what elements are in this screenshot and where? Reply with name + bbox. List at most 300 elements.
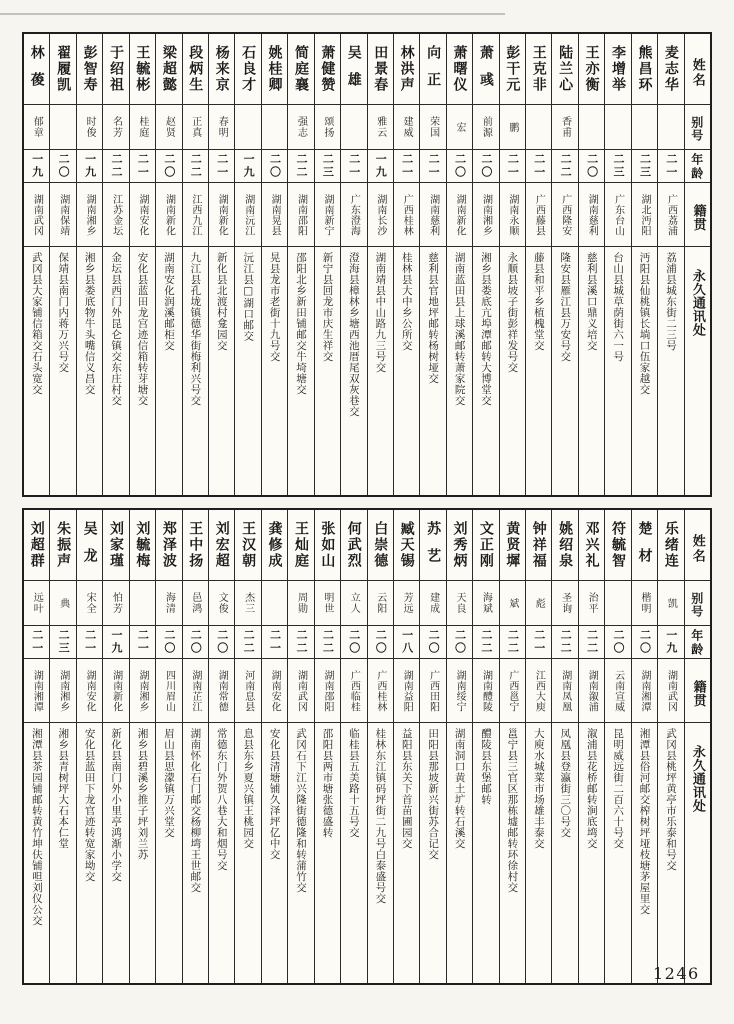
alias-text: 邑鸿 <box>189 592 201 614</box>
origin-text: 湖南邵阳 <box>295 193 307 236</box>
origin-cell <box>500 659 525 723</box>
address-cell <box>209 247 234 495</box>
alias-cell <box>605 105 630 150</box>
name-text: 翟履凯 <box>55 45 72 93</box>
name-text: 向正 <box>425 44 442 100</box>
person-column <box>525 510 551 983</box>
alias-cell <box>500 581 525 626</box>
address-text: 桂林东江镇码坪街二九号白泰盛号交 <box>374 728 387 904</box>
person-column <box>182 34 208 495</box>
alias-cell <box>394 581 419 626</box>
alias-cell <box>394 105 419 150</box>
address-cell <box>552 723 577 983</box>
origin-text: 湖南邵阳 <box>321 669 333 712</box>
age-cell <box>632 150 657 183</box>
name-cell <box>526 510 551 581</box>
header-alias-text: 别号 <box>689 591 704 618</box>
age-cell <box>50 626 75 659</box>
origin-text: 湖南新化 <box>110 669 122 712</box>
address-text: 藤县和平乡植槐堂交 <box>532 252 545 351</box>
origin-text: 湖南湘潭 <box>31 669 43 712</box>
origin-cell <box>50 183 75 247</box>
age-cell <box>526 626 551 659</box>
name-text: 王克非 <box>530 45 547 93</box>
origin-text: 湖南长沙 <box>374 193 386 236</box>
name-cell <box>473 510 498 581</box>
name-cell <box>658 34 683 105</box>
address-text: 益阳县东关下首苗圃园交 <box>400 728 413 849</box>
address-cell <box>77 247 102 495</box>
name-text: 乐绪连 <box>662 521 679 569</box>
person-column <box>472 510 498 983</box>
name-cell <box>24 34 49 105</box>
origin-text: 广西田阳 <box>427 669 439 712</box>
person-column <box>525 34 551 495</box>
address-text: 湖南安化润溪邮柜交 <box>162 252 175 351</box>
origin-text: 湖南绥宁 <box>454 669 466 712</box>
age-text: 二〇 <box>479 153 493 179</box>
age-cell <box>156 150 181 183</box>
alias-cell <box>632 581 657 626</box>
origin-text: 湖南新化 <box>454 193 466 236</box>
origin-cell <box>209 183 234 247</box>
origin-cell <box>526 659 551 723</box>
alias-text: 正真 <box>189 116 201 138</box>
alias-cell <box>77 105 102 150</box>
origin-cell <box>24 183 49 247</box>
origin-cell <box>473 659 498 723</box>
age-cell <box>473 626 498 659</box>
name-cell <box>209 34 234 105</box>
origin-text: 湖南武冈 <box>31 193 43 236</box>
origin-text: 湖南湘乡 <box>57 669 69 712</box>
address-text: 隆安县雁江县万安号交 <box>559 252 572 362</box>
person-column <box>102 34 128 495</box>
age-text: 二〇 <box>453 629 467 655</box>
age-cell <box>235 150 260 183</box>
name-cell <box>579 510 604 581</box>
name-cell <box>103 34 128 105</box>
name-cell <box>632 510 657 581</box>
address-cell <box>24 247 49 495</box>
address-cell <box>341 247 366 495</box>
address-text: 武冈县桃坪黄亭市乐泰和号交 <box>664 728 677 871</box>
alias-text: 郁章 <box>31 116 43 138</box>
directory-table-bottom <box>22 508 712 985</box>
origin-cell <box>420 659 445 723</box>
name-text: 陆兰心 <box>557 45 574 93</box>
alias-cell <box>183 105 208 150</box>
name-text: 朱振声 <box>55 521 72 569</box>
alias-cell <box>447 581 472 626</box>
alias-cell <box>526 581 551 626</box>
alias-text: 杰三 <box>242 592 254 614</box>
header-address-text: 永久通讯处 <box>689 744 705 813</box>
address-text: 邵阳县两市塘张德盛转 <box>321 728 334 838</box>
alias-text: 远叶 <box>31 592 43 614</box>
header-alias-cell <box>685 581 710 626</box>
address-cell <box>24 723 49 983</box>
origin-text: 湖南溆浦 <box>586 669 598 712</box>
age-text: 二〇 <box>57 153 71 179</box>
address-text: 邵阳北乡新田铺邮交牛埼塘交 <box>295 252 308 395</box>
origin-cell <box>341 659 366 723</box>
origin-cell <box>447 183 472 247</box>
address-cell <box>103 723 128 983</box>
person-column <box>261 510 287 983</box>
person-column <box>604 34 630 495</box>
person-column <box>287 510 313 983</box>
age-text: 二二 <box>110 153 123 179</box>
alias-text: 治平 <box>586 592 598 614</box>
age-text: 二一 <box>347 153 361 179</box>
alias-text: 鹏 <box>506 121 518 133</box>
origin-cell <box>288 183 313 247</box>
name-cell <box>130 510 155 581</box>
origin-cell <box>130 659 155 723</box>
name-text: 文正刚 <box>477 521 494 569</box>
address-cell <box>394 723 419 983</box>
address-cell <box>500 247 525 495</box>
address-text: 醴陵县东堡邮转 <box>480 728 492 805</box>
age-text: 二〇 <box>347 629 361 655</box>
age-text: 二一 <box>506 153 520 179</box>
person-column <box>155 510 181 983</box>
person-column <box>604 510 630 983</box>
person-column <box>393 34 419 495</box>
origin-text: 云南宣威 <box>612 669 624 712</box>
age-cell <box>130 150 155 183</box>
age-text: 二〇 <box>189 629 203 655</box>
alias-cell <box>579 581 604 626</box>
header-age-text: 年龄 <box>689 152 704 181</box>
alias-cell <box>315 581 340 626</box>
person-column <box>155 34 181 495</box>
name-cell <box>235 510 260 581</box>
origin-cell <box>235 659 260 723</box>
address-cell <box>368 247 393 495</box>
origin-text: 广西邕宁 <box>506 669 518 712</box>
address-cell <box>394 247 419 495</box>
age-cell <box>209 626 234 659</box>
alias-cell <box>262 581 287 626</box>
alias-text: 圣询 <box>559 592 571 614</box>
name-cell <box>156 34 181 105</box>
age-cell <box>552 150 577 183</box>
address-text: 湘乡县娄底物牛头嘴信义昌交 <box>83 252 96 395</box>
alias-cell <box>130 581 155 626</box>
age-text: 二一 <box>83 629 97 655</box>
alias-cell <box>552 105 577 150</box>
address-cell <box>315 723 340 983</box>
address-text: 九江县孔垅镇德华街梅利兴号交 <box>189 252 202 406</box>
origin-cell <box>579 659 604 723</box>
alias-cell <box>130 105 155 150</box>
address-cell <box>103 247 128 495</box>
age-cell <box>315 150 340 183</box>
person-column <box>446 510 472 983</box>
alias-text: 桂庭 <box>136 116 148 138</box>
origin-cell <box>103 183 128 247</box>
person-column <box>499 510 525 983</box>
name-text: 王毓彬 <box>134 45 151 93</box>
age-cell <box>130 626 155 659</box>
name-cell <box>315 510 340 581</box>
name-text: 刘家瑾 <box>108 521 124 569</box>
header-column <box>684 510 710 983</box>
age-cell <box>447 626 472 659</box>
alias-cell <box>473 105 498 150</box>
alias-cell <box>632 105 657 150</box>
person-column <box>261 34 287 495</box>
origin-text: 广东台山 <box>612 193 624 236</box>
header-name-text: 姓名 <box>689 58 705 89</box>
origin-text: 湖南晃县 <box>269 193 281 236</box>
age-text: 二二 <box>321 629 335 655</box>
address-text: 湘潭县俗河邮交榨树坪垭枝塘茅屋里交 <box>638 728 651 915</box>
age-text: 二一 <box>664 153 678 179</box>
person-column <box>129 34 155 495</box>
origin-cell <box>209 659 234 723</box>
age-cell <box>156 626 181 659</box>
person-column <box>367 510 393 983</box>
address-cell <box>288 723 313 983</box>
alias-text: 典 <box>57 597 69 609</box>
origin-cell <box>394 183 419 247</box>
person-column <box>446 34 472 495</box>
header-address-cell <box>685 247 710 495</box>
alias-cell <box>579 105 604 150</box>
alias-cell <box>235 105 260 150</box>
name-text: 彭智寿 <box>81 45 98 93</box>
address-text: 武冈县大家铺信箱交石头宽交 <box>30 252 43 395</box>
age-cell <box>288 626 313 659</box>
address-text: 晃县龙市老街十九号交 <box>268 252 281 362</box>
address-cell <box>420 723 445 983</box>
name-cell <box>605 510 630 581</box>
name-text: 郑泽波 <box>160 521 177 569</box>
page-top-rule <box>0 13 505 15</box>
origin-cell <box>341 183 366 247</box>
header-name-cell <box>685 34 710 105</box>
origin-cell <box>658 659 683 723</box>
address-cell <box>50 723 75 983</box>
origin-cell <box>103 659 128 723</box>
alias-cell <box>420 105 445 150</box>
address-cell <box>473 247 498 495</box>
address-text: 湘乡县娄底亢埠潭邮转大博堂交 <box>480 252 492 406</box>
person-column <box>234 510 260 983</box>
origin-text: 湖南芷江 <box>189 669 201 712</box>
address-text: 保靖县南门内蒋万兴号交 <box>57 252 70 373</box>
age-cell <box>77 626 102 659</box>
address-cell <box>579 247 604 495</box>
origin-text: 湖南慈利 <box>427 193 439 236</box>
origin-cell <box>130 183 155 247</box>
age-text: 一九 <box>83 153 97 179</box>
name-text: 刘超群 <box>28 521 45 569</box>
origin-text: 湖南湘潭 <box>639 669 651 712</box>
origin-text: 湖南新化 <box>216 193 228 236</box>
name-text: 杨来京 <box>213 45 230 93</box>
person-column <box>551 34 577 495</box>
name-text: 熊昌环 <box>636 45 653 93</box>
origin-text: 江西大庾 <box>533 669 545 712</box>
age-cell <box>579 626 604 659</box>
age-text: 一九 <box>242 153 256 179</box>
origin-cell <box>24 659 49 723</box>
address-cell <box>156 723 181 983</box>
name-text: 符毓智 <box>610 521 627 569</box>
alias-cell <box>50 105 75 150</box>
age-cell <box>579 150 604 183</box>
address-cell <box>315 247 340 495</box>
alias-cell <box>526 105 551 150</box>
name-cell <box>526 34 551 105</box>
name-text: 麦志华 <box>662 45 679 93</box>
address-cell <box>579 723 604 983</box>
origin-text: 湖北沔阳 <box>639 193 651 236</box>
origin-text: 湖南新化 <box>163 193 175 236</box>
name-cell <box>394 34 419 105</box>
origin-cell <box>235 183 260 247</box>
origin-text: 湖南益阳 <box>401 669 413 712</box>
alias-cell <box>183 581 208 626</box>
age-cell <box>262 626 287 659</box>
address-text: 慈利县溪口鼎义培交 <box>585 252 598 351</box>
age-cell <box>526 150 551 183</box>
name-cell <box>447 510 472 581</box>
name-cell <box>605 34 630 105</box>
name-cell <box>341 34 366 105</box>
person-column <box>340 34 366 495</box>
address-text: 湖南靖县中山路九三号交 <box>374 252 387 373</box>
address-text: 澄海县樟林乡塘西池厝尾双灰巷交 <box>347 252 360 417</box>
origin-cell <box>552 659 577 723</box>
alias-text: 建成 <box>427 592 439 614</box>
age-text: 一九 <box>110 629 123 655</box>
origin-text: 湖南湘乡 <box>137 669 149 712</box>
origin-cell <box>262 183 287 247</box>
origin-text: 湖南湘乡 <box>480 193 492 236</box>
origin-cell <box>526 183 551 247</box>
name-text: 白崇德 <box>372 521 389 569</box>
age-cell <box>341 626 366 659</box>
age-text: 二三 <box>638 153 652 179</box>
alias-cell <box>341 581 366 626</box>
age-cell <box>235 626 260 659</box>
name-text: 钟祥福 <box>530 521 547 569</box>
origin-cell <box>368 183 393 247</box>
address-text: 湖南怀化石门邮交杨柳塆王世邮交 <box>189 728 202 893</box>
alias-text: 宏 <box>453 121 465 133</box>
origin-text: 广西隆安 <box>559 193 571 236</box>
origin-text: 江苏金坛 <box>110 193 122 236</box>
address-cell <box>473 723 498 983</box>
age-cell <box>394 626 419 659</box>
name-cell <box>368 34 393 105</box>
header-age-cell <box>685 150 710 183</box>
address-cell <box>183 247 208 495</box>
person-column <box>499 34 525 495</box>
alias-cell <box>50 581 75 626</box>
alias-cell <box>341 105 366 150</box>
header-alias-text: 别号 <box>689 115 704 142</box>
alias-text: 香甫 <box>559 116 571 138</box>
person-column <box>340 510 366 983</box>
name-text: 姚绍泉 <box>557 521 574 569</box>
alias-cell <box>24 105 49 150</box>
address-text: 金坛县西门外昆仑镇交东庄村交 <box>110 252 123 406</box>
alias-cell <box>315 105 340 150</box>
address-cell <box>632 723 657 983</box>
origin-cell <box>77 183 102 247</box>
age-cell <box>658 626 683 659</box>
header-name-text: 姓名 <box>689 534 705 565</box>
age-cell <box>420 150 445 183</box>
alias-cell <box>103 105 128 150</box>
alias-text: 彪 <box>533 597 545 609</box>
origin-cell <box>447 659 472 723</box>
header-alias-cell <box>685 105 710 150</box>
person-column <box>314 34 340 495</box>
alias-text: 前源 <box>480 116 492 138</box>
person-column <box>24 510 49 983</box>
alias-text: 怕芳 <box>110 592 122 614</box>
origin-text: 湖南永顺 <box>506 193 518 236</box>
age-cell <box>447 150 472 183</box>
alias-text: 颂扬 <box>321 116 333 138</box>
age-cell <box>368 626 393 659</box>
address-cell <box>130 723 155 983</box>
address-text: 台山县城草荫街六一号 <box>612 252 625 362</box>
address-cell <box>235 247 260 495</box>
address-text: 湖南蓝田县上球溪邮转萧家院交 <box>453 252 466 406</box>
header-address-text: 永久通讯处 <box>689 268 705 337</box>
address-cell <box>552 247 577 495</box>
name-cell <box>552 34 577 105</box>
alias-text: 海斌 <box>480 592 492 614</box>
origin-text: 湖南沅江 <box>242 193 254 236</box>
alias-text: 强志 <box>295 116 307 138</box>
age-cell <box>183 150 208 183</box>
name-cell <box>658 510 683 581</box>
person-column <box>49 510 75 983</box>
origin-text: 广西桂林 <box>401 193 413 236</box>
address-cell <box>183 723 208 983</box>
directory-table-top <box>22 32 712 497</box>
alias-cell <box>552 581 577 626</box>
name-text: 王灿庭 <box>292 521 309 569</box>
age-cell <box>658 150 683 183</box>
name-text: 李增举 <box>610 45 627 93</box>
origin-cell <box>315 183 340 247</box>
age-text: 二一 <box>532 153 546 179</box>
age-text: 一九 <box>30 153 44 179</box>
page-number: 1246 <box>653 964 700 983</box>
age-text: 二二 <box>479 629 493 655</box>
age-cell <box>420 626 445 659</box>
header-age-text: 年龄 <box>689 628 704 657</box>
alias-text: 凯 <box>665 597 677 609</box>
age-text: 二二 <box>242 629 256 655</box>
address-text: 息县东乡夏兴镇王桃园交 <box>242 728 255 849</box>
alias-cell <box>288 581 313 626</box>
alias-text: 明世 <box>321 592 333 614</box>
origin-cell <box>262 659 287 723</box>
name-text: 楚材 <box>636 520 653 576</box>
origin-cell <box>156 659 181 723</box>
